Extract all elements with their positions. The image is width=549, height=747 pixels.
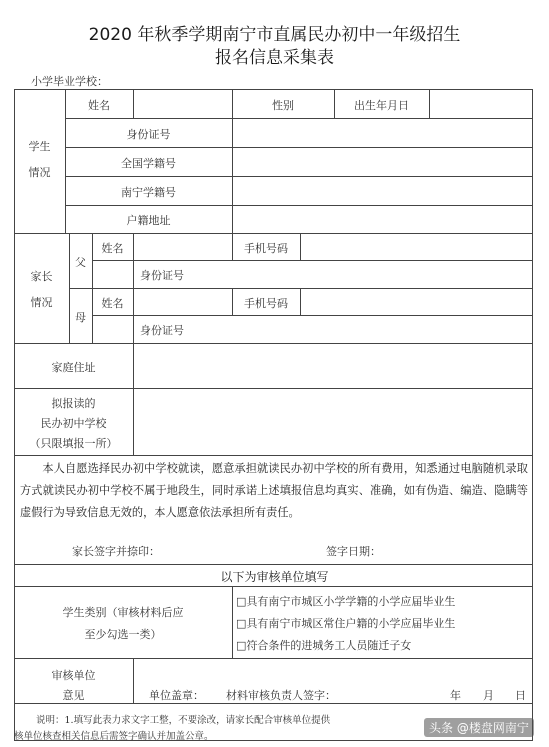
intended-school-field[interactable] [134,389,531,454]
student-section-label: 学生 情况 [28,140,51,179]
nanning-student-id-field[interactable] [233,177,531,204]
sign-date-label: 签字日期： [326,545,381,558]
birth-date-label: 出生年月日 [354,99,409,112]
household-address-label: 户籍地址 [126,214,171,227]
review-opinion-label: 审核单位 意见 [51,669,96,702]
parent-signature-label: 家长签字并捺印： [72,545,160,558]
mother-id-number-field[interactable] [233,316,531,342]
national-student-id-label: 全国学籍号 [121,157,176,170]
form-title-line1: 2020 年秋季学期南宁市直属民办初中一年级招生 [88,25,461,45]
nanning-student-id-label: 南宁学籍号 [121,186,176,199]
category-option-school-roll[interactable]: □具有南宁市城区小学学籍的小学应届毕业生 [236,595,456,608]
gender-label: 性别 [272,99,294,112]
student-id-number-field[interactable] [233,119,531,146]
review-day-label: 日 [515,689,526,702]
parent-section-label: 家长 情况 [30,270,53,309]
sign-date-field[interactable] [384,540,524,560]
father-id-number-field[interactable] [233,261,531,287]
form-notes: 说明：1.填写此表力求文字工整，不要涂改，请家长配合审核单位提供 核单位核查相关信息后需签字确认并加盖公章。 [14,715,331,742]
review-month-label: 月 [483,689,494,702]
father-phone-label: 手机号码 [244,242,288,255]
father-id-number-label: 身份证号 [140,269,184,282]
father-phone-field[interactable] [301,234,531,259]
father-name-field[interactable] [134,234,231,259]
intended-school-label: 拟报读的 民办初中学校 （只限填报一所） [29,397,118,450]
student-name-field[interactable] [134,90,231,117]
national-student-id-field[interactable] [233,148,531,175]
student-category-label: 学生类别（审核材料后应 至少勾选一类） [62,606,184,641]
category-option-household[interactable]: □具有南宁市城区常住户籍的小学应届毕业生 [236,617,456,630]
source-watermark: 头条 @楼盘网南宁 [424,718,534,737]
review-year-label: 年 [450,689,461,702]
father-name-label: 姓名 [101,242,124,255]
mother-phone-label: 手机号码 [244,297,288,310]
review-section-header: 以下为审核单位填写 [220,570,329,584]
home-address-label: 家庭住址 [51,361,96,374]
commitment-statement: 本人自愿选择民办初中学校就读，愿意承担就读民办初中学校的所有费用，知悉通过电脑随机录取方式就读民办初中学校不属于地段生，同时承诺上述填报信息均真实、准确，如有伪造、编造、隐瞒等虚假行为导致信息无效的，本人愿意依法承担所有责任。 [20,462,528,519]
student-id-number-label: 身份证号 [126,128,171,141]
mother-phone-field[interactable] [301,289,531,314]
parent-signature-field[interactable] [160,540,310,560]
unit-seal-label: 单位盖章： [149,689,204,702]
primary-school-label: 小学毕业学校： [31,75,108,88]
form-title-line2: 报名信息采集表 [215,48,334,68]
household-address-field[interactable] [233,206,531,232]
birth-date-field[interactable] [430,90,531,117]
mother-label: 母 [75,311,86,324]
category-option-migrant-children[interactable]: □符合条件的进城务工人员随迁子女 [236,639,412,652]
student-name-label: 姓名 [88,99,110,112]
mother-name-label: 姓名 [101,297,124,310]
mother-id-number-label: 身份证号 [140,324,184,337]
home-address-field[interactable] [134,344,531,387]
reviewer-signature-label: 材料审核负责人签字： [226,689,336,702]
mother-name-field[interactable] [134,289,231,314]
father-label: 父 [75,256,86,269]
